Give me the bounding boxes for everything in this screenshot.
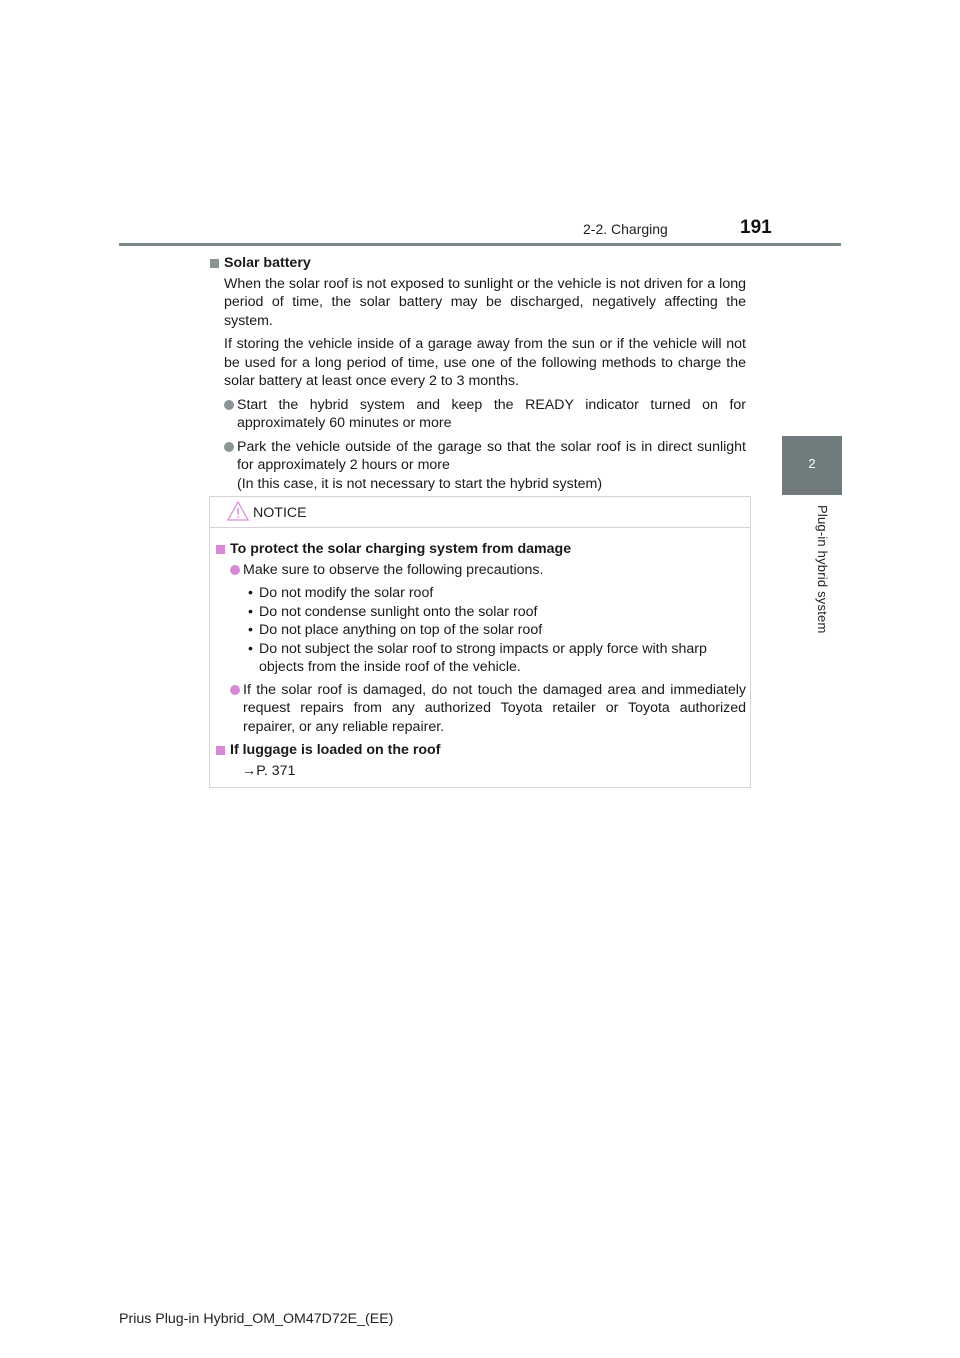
list-item bbox=[224, 396, 746, 433]
circle-bullet-icon bbox=[224, 400, 234, 410]
list-item-text: Park the vehicle outside of the garage so that the solar roof is in direct sunlight for approximately 2 hours or more bbox=[237, 438, 746, 473]
section-title: 2-2. Charging bbox=[583, 221, 668, 237]
circle-bullet-icon bbox=[224, 442, 234, 452]
list-item bbox=[224, 438, 746, 494]
chapter-number: 2 bbox=[808, 456, 816, 471]
page-number: 191 bbox=[740, 217, 772, 238]
notice-body bbox=[216, 540, 746, 780]
header-rule bbox=[119, 243, 841, 246]
notice-box bbox=[209, 496, 751, 788]
main-content bbox=[210, 254, 746, 498]
section-heading bbox=[210, 254, 746, 273]
notice-heading bbox=[216, 741, 746, 760]
circle-bullet-icon bbox=[230, 685, 240, 695]
precaution-item: • Do not condense sunlight onto the solar roof bbox=[242, 603, 746, 622]
notice-heading bbox=[216, 540, 746, 559]
square-bullet-icon bbox=[216, 545, 225, 554]
paragraph: If storing the vehicle inside of a garage away from the sun or if the vehicle will not be used for a long period of time, use one of the following methods to charge the solar battery at least once every 2 to 3 months. bbox=[224, 336, 746, 389]
notice-heading-text: To protect the solar charging system from damage bbox=[230, 541, 572, 557]
paragraph: When the solar roof is not exposed to sunlight or the vehicle is not driven for a long period of time, the solar battery may be discharged, negatively affecting the system. bbox=[224, 275, 746, 329]
warning-triangle-icon bbox=[227, 501, 249, 521]
notice-title: NOTICE bbox=[253, 505, 307, 521]
list-item bbox=[230, 561, 746, 580]
page-reference: →P. 371 bbox=[242, 762, 296, 779]
chapter-title: Plug-in hybrid system bbox=[815, 505, 830, 634]
notice-header bbox=[210, 497, 750, 528]
list-item-text: Make sure to observe the following precautions. bbox=[243, 561, 544, 578]
list-item-text: Start the hybrid system and keep the READY indicator turned on for approximately 60 minutes or more bbox=[237, 396, 746, 431]
footer-document-id: Prius Plug-in Hybrid_OM_OM47D72E_(EE) bbox=[119, 1311, 394, 1327]
notice-heading-text: If luggage is loaded on the roof bbox=[230, 742, 441, 758]
precautions-list bbox=[242, 584, 746, 677]
list-item bbox=[230, 681, 746, 737]
square-bullet-icon bbox=[216, 746, 225, 755]
circle-bullet-icon bbox=[230, 565, 240, 575]
precaution-item: • Do not subject the solar roof to strong impacts or apply force with sharp objects from the inside roof of the vehicle. bbox=[242, 640, 746, 677]
heading-text: Solar battery bbox=[224, 255, 311, 271]
square-bullet-icon bbox=[210, 259, 219, 268]
precaution-item: • Do not place anything on top of the solar roof bbox=[242, 621, 746, 640]
precaution-item: • Do not modify the solar roof bbox=[242, 584, 746, 603]
list-item-text: If the solar roof is damaged, do not touch the damaged area and immediately request repairs from any authorized Toyota retailer or Toyota authorized repairer, or any reliable repairer. bbox=[243, 681, 746, 735]
list-item-note: (In this case, it is not necessary to start the hybrid system) bbox=[237, 475, 603, 492]
